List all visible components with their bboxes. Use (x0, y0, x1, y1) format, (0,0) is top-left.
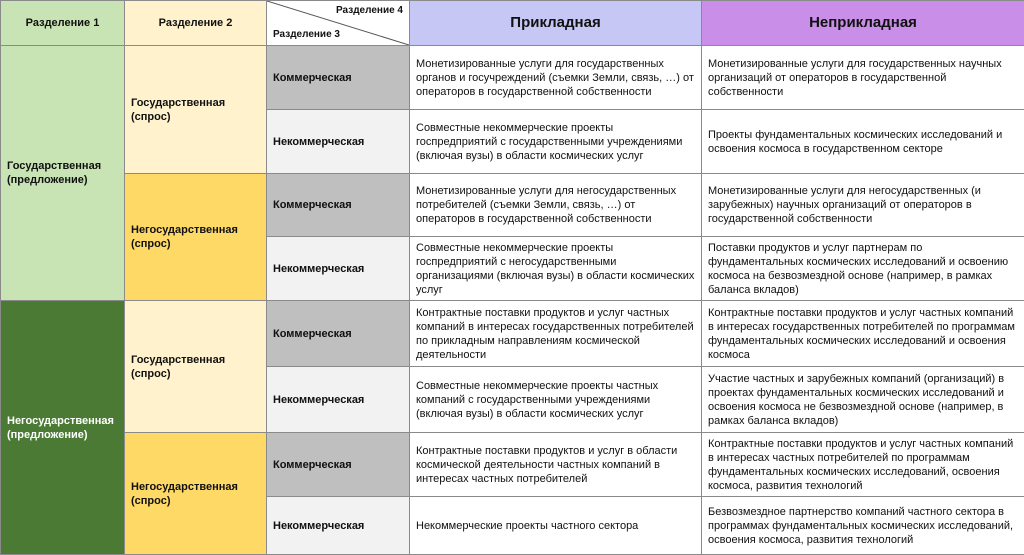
header-division-2: Разделение 2 (125, 1, 267, 46)
level3-noncommercial: Некоммерческая (267, 237, 410, 301)
header-division-3: Разделение 3 (273, 28, 340, 42)
level3-commercial: Коммерческая (267, 174, 410, 237)
table-row (1, 174, 1024, 237)
cell-non-applied: Проекты фундаментальных космических исследований и освоения космоса в государственном секторе (702, 110, 1024, 174)
cell-non-applied: Монетизированные услуги для негосударственных (и зарубежных) научных организаций от операторов в государственной собственности (702, 174, 1024, 237)
level3-commercial: Коммерческая (267, 433, 410, 497)
level3-commercial: Коммерческая (267, 46, 410, 110)
header-row (1, 1, 1024, 46)
cell-non-applied: Контрактные поставки продуктов и услуг частных компаний в интересах частных потребителей по программам фундаментальных космических исследований, освоения космоса, развития технологий (702, 433, 1024, 497)
cell-non-applied: Поставки продуктов и услуг партнерам по фундаментальных космических исследований и освоению космоса на безвозмездной основе (например, в рамках баланса вкладов) (702, 237, 1024, 301)
level1-nongov: Негосударственная (предложение) (1, 301, 125, 555)
level2-nongov: Негосударственная (спрос) (125, 174, 267, 301)
cell-non-applied: Контрактные поставки продуктов и услуг частных компаний в интересах государственных потребителей по программам фундаментальных космических исследований и освоения космоса (702, 301, 1024, 367)
cell-applied: Монетизированные услуги для негосударственных потребителей (съемки Земли, связь, …) от операторов в государственной собственности (410, 174, 702, 237)
cell-applied: Совместные некоммерческие проекты госпредприятий с негосударственными организациями (включая вузы) в области космических услуг (410, 237, 702, 301)
cell-applied: Монетизированные услуги для государственных органов и госучреждений (съемки Земли, связь, …) от операторов в государственной собственности (410, 46, 702, 110)
level3-noncommercial: Некоммерческая (267, 497, 410, 555)
cell-applied: Контрактные поставки продуктов и услуг в области космической деятельности частных компаний в интересах частных потребителей (410, 433, 702, 497)
cell-applied: Совместные некоммерческие проекты частных компаний с государственными учреждениями (включая вузы) в области космических услуг (410, 367, 702, 433)
cell-non-applied: Участие частных и зарубежных компаний (организаций) в проектах фундаментальных космических исследований и освоения космоса не безвозмездной основе (например, в рамках баланса вкладов) (702, 367, 1024, 433)
table-row (1, 433, 1024, 497)
header-applied: Прикладная (410, 1, 702, 46)
level3-commercial: Коммерческая (267, 301, 410, 367)
level3-noncommercial: Некоммерческая (267, 367, 410, 433)
header-non-applied: Неприкладная (702, 1, 1024, 46)
cell-applied: Контрактные поставки продуктов и услуг частных компаний в интересах государственных потребителей по прикладным направлениям космической деятельности (410, 301, 702, 367)
header-division-1: Разделение 1 (1, 1, 125, 46)
header-division-3-4 (267, 1, 410, 46)
level2-gov: Государственная (спрос) (125, 46, 267, 174)
cell-non-applied: Монетизированные услуги для государственных научных организаций от операторов в государственной собственности (702, 46, 1024, 110)
header-division-4: Разделение 4 (336, 4, 403, 18)
cell-non-applied: Безвозмездное партнерство компаний частного сектора в программах фундаментальных космических исследований, освоения космоса, развития технологий (702, 497, 1024, 555)
level1-gov: Государственная (предложение) (1, 46, 125, 301)
table-row (1, 301, 1024, 367)
cell-applied: Некоммерческие проекты частного сектора (410, 497, 702, 555)
level2-nongov: Негосударственная (спрос) (125, 433, 267, 555)
level2-gov: Государственная (спрос) (125, 301, 267, 433)
level3-noncommercial: Некоммерческая (267, 110, 410, 174)
cell-applied: Совместные некоммерческие проекты госпредприятий с государственными учреждениями (включая вузы) в области космических услуг (410, 110, 702, 174)
table-row (1, 46, 1024, 110)
